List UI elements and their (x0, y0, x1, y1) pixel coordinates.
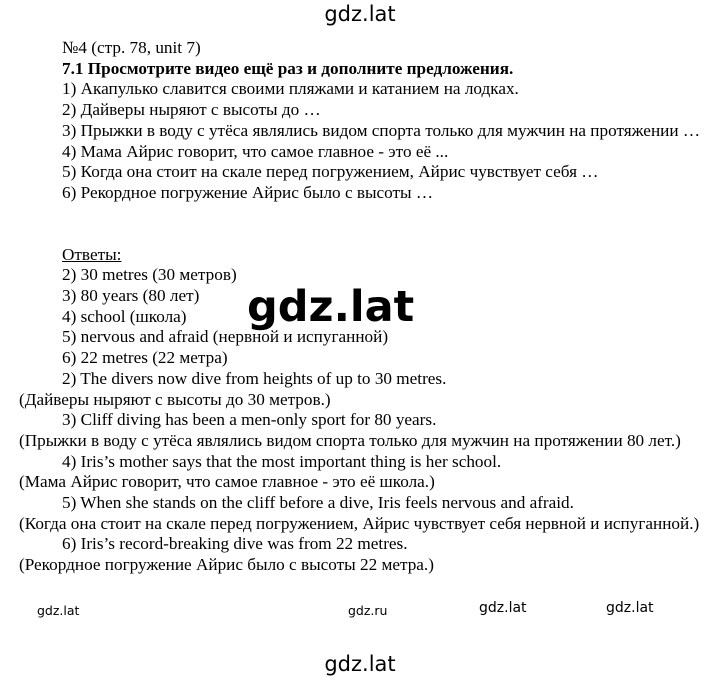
short-answer: 6) 22 metres (22 метра) (62, 348, 228, 368)
short-answer: 4) school (школа) (62, 306, 187, 326)
sentence: 4) Мама Айрис говорит, что самое главное - это её ... (62, 141, 449, 161)
short-answer: 3) 80 years (80 лет) (62, 286, 200, 306)
watermark-small: gdz.lat (37, 603, 80, 618)
spacer (19, 204, 711, 245)
watermark-top: gdz.lat (324, 2, 396, 26)
answer-russian: (Когда она стоит на скале перед погружением, Айрис чувствует себя нервной и испуганной.) (19, 513, 700, 533)
answer-english: 3) Cliff diving has been a men-only sport for 80 years. (62, 410, 437, 430)
answer-russian: (Прыжки в воду с утёса являлись видом спорта только для мужчин на протяжении 80 лет.) (19, 430, 681, 450)
answer-english: 5) When she stands on the cliff before a dive, Iris feels nervous and afraid. (62, 493, 574, 513)
answer-russian: (Рекордное погружение Айрис было с высоты 22 метра.) (19, 555, 434, 575)
sentence: 5) Когда она стоит на скале перед погружением, Айрис чувствует себя … (62, 162, 599, 182)
answer-russian: (Дайверы ныряют с высоты до 30 метров.) (19, 389, 331, 409)
task-title: 7.1 Просмотрите видео ещё раз и дополните предложения. (62, 58, 514, 78)
watermark-small: gdz.ru (348, 603, 388, 618)
answers-title: Ответы: (62, 244, 122, 264)
watermark-small: gdz.lat (606, 600, 654, 616)
answer-russian: (Мама Айрис говорит, что самое главное - это её школа.) (19, 472, 435, 492)
exercise-header: №4 (стр. 78, unit 7) (62, 38, 201, 57)
sentence: 6) Рекордное погружение Айрис было с высоты … (62, 182, 434, 202)
watermark-center: gdz.lat (247, 282, 415, 332)
answer-english: 2) The divers now dive from heights of up to 30 metres. (62, 368, 447, 388)
short-answer: 5) nervous and afraid (нервной и испуганной) (62, 327, 389, 347)
short-answer: 2) 30 metres (30 метров) (62, 265, 237, 285)
watermark-bottom: gdz.lat (324, 652, 396, 676)
answer-english: 6) Iris’s record-breaking dive was from 22 metres. (62, 534, 408, 554)
sentence: 1) Акапулько славится своими пляжами и катанием на лодках. (62, 79, 519, 99)
watermark-small: gdz.lat (479, 600, 527, 616)
sentence: 3) Прыжки в воду с утёса являлись видом спорта только для мужчин на протяжении … (62, 120, 701, 140)
sentence: 2) Дайверы ныряют с высоты до … (62, 100, 321, 120)
answer-english: 4) Iris’s mother says that the most important thing is her school. (62, 451, 502, 471)
